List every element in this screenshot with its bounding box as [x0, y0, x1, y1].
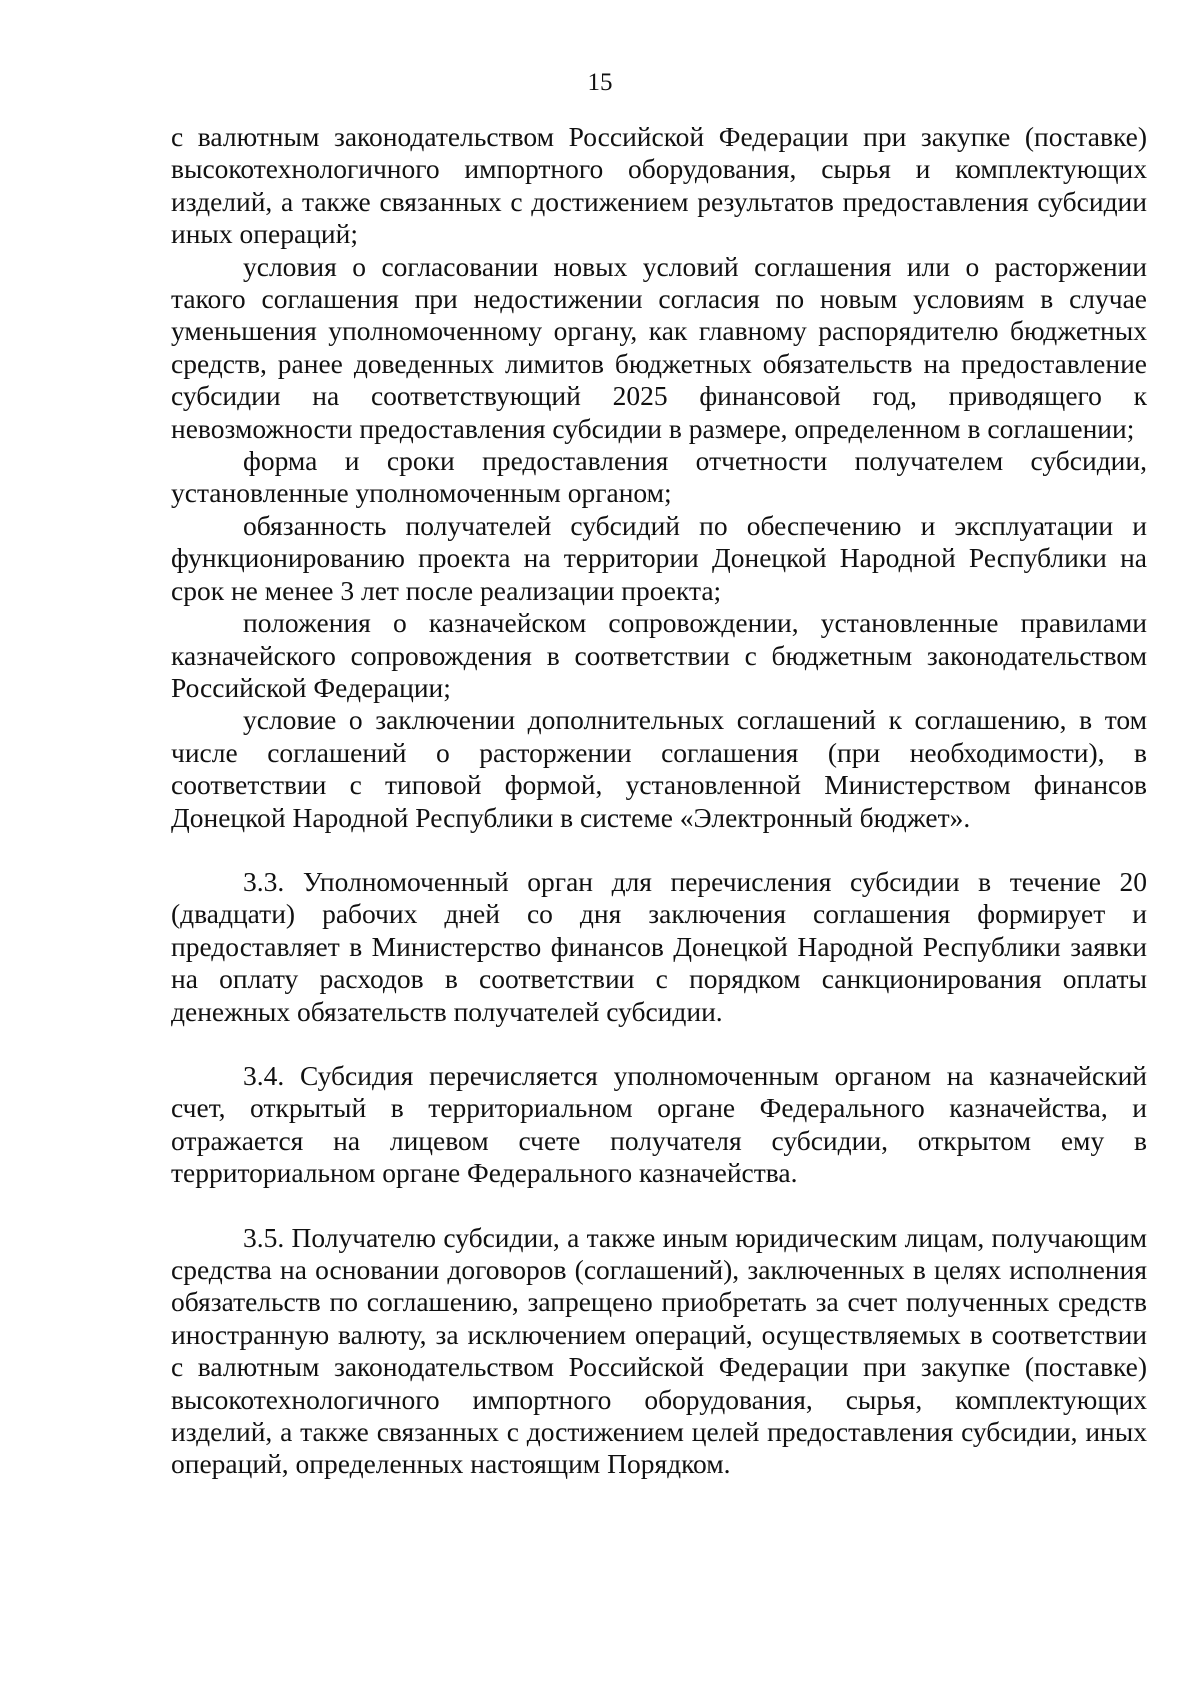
paragraph-obligation: обязанность получателей субсидий по обеспечению и эксплуатации и функционированию проекта на территории Донецкой Народной Республики на срок не менее 3 лет после реализации проекта;: [171, 509, 1147, 606]
document-body: [171, 121, 1147, 1481]
paragraph-conditions: условия о согласовании новых условий соглашения или о расторжении такого соглашения при недостижении согласия по новым условиям в случае уменьшения уполномоченному органу, как главному распорядителю бюджетных средств, ранее доведенных лимитов бюджетных обязательств на предоставление субсидии на соответствующий 2025 финансовой год, приводящего к невозможности предоставления субсидии в размере, определенном в соглашении;: [171, 250, 1147, 444]
paragraph-3-5: 3.5. Получателю субсидии, а также иным юридическим лицам, получающим средства на основании договоров (соглашений), заключенных в целях исполнения обязательств по соглашению, запрещено приобретать за счет полученных средств иностранную валюту, за исключением операций, осуществляемых в соответствии с валютным законодательством Российской Федерации при закупке (поставке) высокотехнологичного импортного оборудования, сырья, комплектующих изделий, а также связанных с достижением целей предоставления субсидии, иных операций, определенных настоящим Порядком.: [171, 1221, 1147, 1480]
paragraph-treasury: положения о казначейском сопровождении, установленные правилами казначейского сопровождения в соответствии с бюджетным законодательством Российской Федерации;: [171, 607, 1147, 703]
paragraph-3-3: 3.3. Уполномоченный орган для перечисления субсидии в течение 20 (двадцати) рабочих дней со дня заключения соглашения формирует и предоставляет в Министерство финансов Донецкой Народной Республики заявки на оплату расходов в соответствии с порядком санкционирования оплаты денежных обязательств получателей субсидии.: [171, 865, 1147, 1027]
page-number: 15: [587, 69, 613, 96]
paragraph-continuation: с валютным законодательством Российской Федерации при закупке (поставке) высокотехнологичного импортного оборудования, сырья и комплектующих изделий, а также связанных с достижением результатов предоставления субсидии иных операций;: [171, 121, 1147, 250]
paragraph-additional-agreements: условие о заключении дополнительных соглашений к соглашению, в том числе соглашений о расторжении соглашения (при необходимости), в соответствии с типовой формой, установленной Министерством финансов Донецкой Народной Республики в системе «Электронный бюджет».: [171, 704, 1147, 833]
paragraph-reporting: форма и сроки предоставления отчетности получателем субсидии, установленные уполномоченным органом;: [171, 445, 1147, 509]
paragraph-3-4: 3.4. Субсидия перечисляется уполномоченным органом на казначейский счет, открытый в территориальном органе Федерального казначейства, и отражается на лицевом счете получателя субсидии, открытом ему в территориальном органе Федерального казначейства.: [171, 1059, 1147, 1189]
